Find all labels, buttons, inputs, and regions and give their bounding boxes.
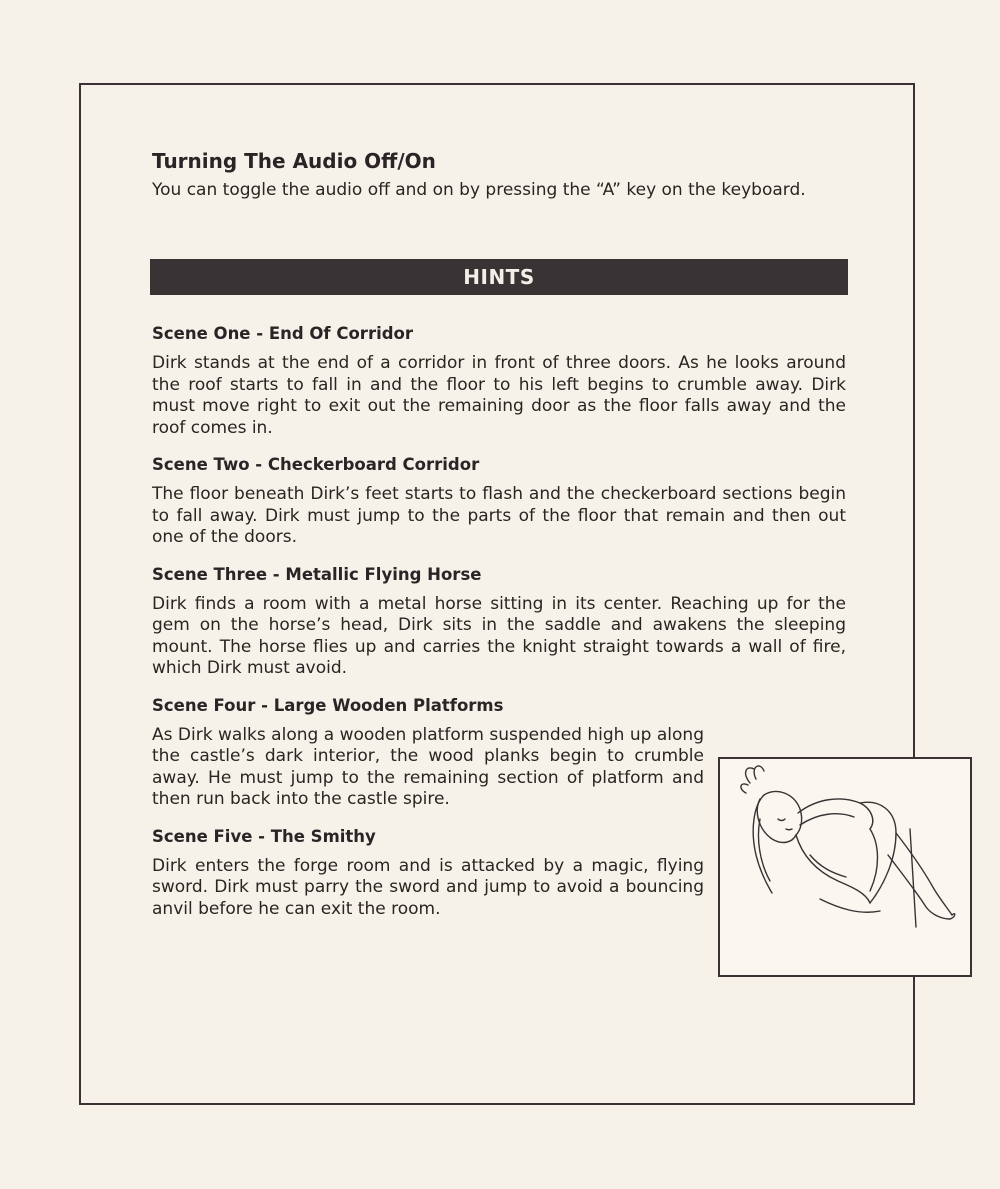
- scene-text: Dirk stands at the end of a corridor in front of three doors. As he looks around the roof starts to fall in and the floor to his left begins to crumble away. Dirk must move right to exit out the remaining door as the floor falls away and the roof comes in.: [152, 353, 846, 438]
- audio-section: [152, 148, 846, 202]
- illustration-frame: [718, 757, 972, 977]
- audio-heading: Turning The Audio Off/On: [152, 149, 436, 173]
- scene-two: [152, 453, 846, 549]
- scene-text: Dirk finds a room with a metal horse sitting in its center. Reaching up for the gem on the horse’s head, Dirk sits in the saddle and awakens the sleeping mount. The horse flies up and carries the knight straight towards a wall of fire, which Dirk must avoid.: [152, 593, 846, 678]
- scene-title: Scene Five - The Smithy: [152, 826, 376, 846]
- scene-title: Scene One - End Of Corridor: [152, 324, 414, 343]
- scene-title: Scene Three - Metallic Flying Horse: [152, 564, 482, 584]
- scene-one: [152, 322, 846, 439]
- scene-title: Scene Four - Large Wooden Platforms: [152, 695, 504, 715]
- scene-three: [152, 563, 846, 680]
- audio-text: You can toggle the audio off and on by pressing the “A” key on the keyboard.: [152, 180, 806, 200]
- scene-title: Scene Two - Checkerboard Corridor: [152, 455, 480, 474]
- scene-text: Dirk enters the forge room and is attacked by a magic, flying sword. Dirk must parry the sword and jump to avoid a bouncing anvil before he can exit the room.: [152, 855, 704, 919]
- princess-daphne-sketch-icon: [720, 759, 970, 975]
- hints-banner: HINTS: [150, 259, 848, 295]
- scene-text: The floor beneath Dirk’s feet starts to flash and the checkerboard sections begin to fall away. Dirk must jump to the parts of the floor that remain and then out one of the doors.: [152, 484, 846, 547]
- scene-text: As Dirk walks along a wooden platform suspended high up along the castle’s dark interior, the wood planks begin to crumble away. He must jump to the remaining section of platform and then run back into the castle spire.: [152, 724, 704, 809]
